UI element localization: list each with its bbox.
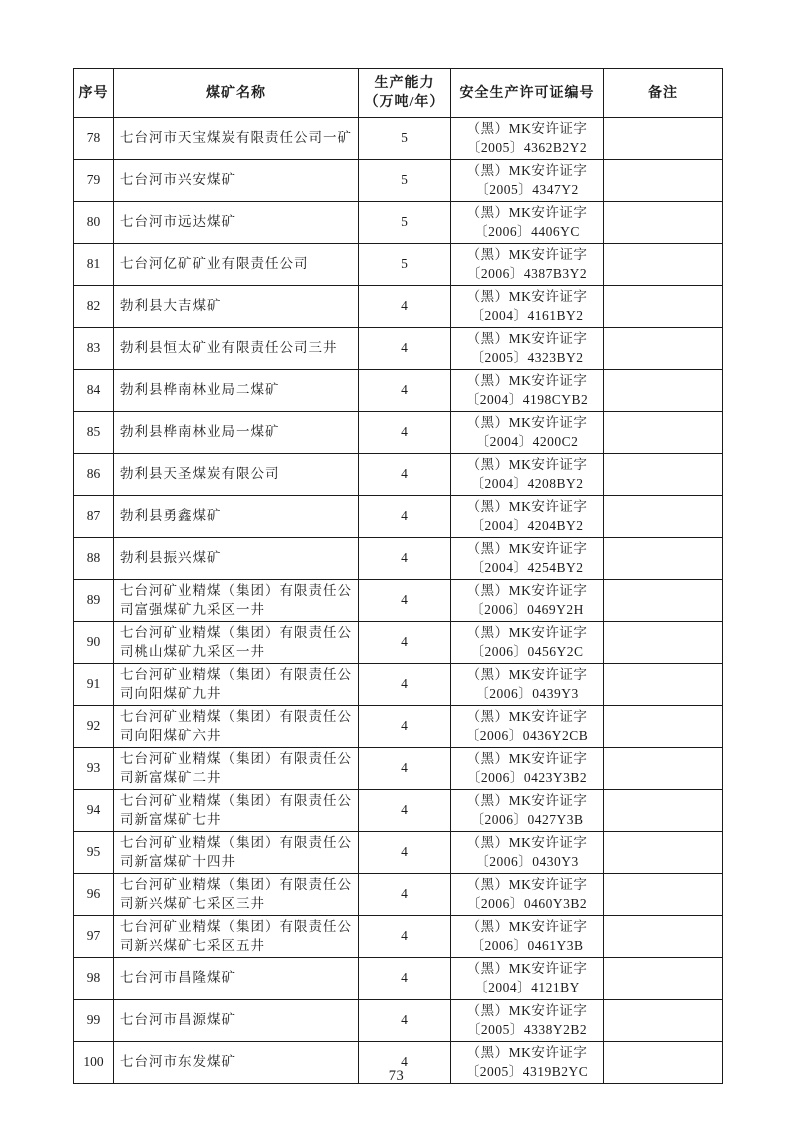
capacity-cell: 4 [359,454,451,496]
table-row [74,916,723,958]
capacity-cell: 5 [359,160,451,202]
license-cell: （黑）MK安许证字〔2006〕0427Y3B [451,790,604,832]
row-index-cell: 82 [74,286,114,328]
table-row [74,580,723,622]
capacity-cell: 4 [359,622,451,664]
table-header-row [74,69,723,118]
row-index-cell: 99 [74,1000,114,1042]
remark-cell [604,328,723,370]
mine-name-cell: 七台河矿业精煤（集团）有限责任公司桃山煤矿九采区一井 [114,622,359,664]
license-cell: （黑）MK安许证字〔2006〕0469Y2H [451,580,604,622]
table-row [74,160,723,202]
table-row [74,202,723,244]
remark-cell [604,454,723,496]
row-index-cell: 93 [74,748,114,790]
remark-cell [604,958,723,1000]
row-index-cell: 96 [74,874,114,916]
license-cell: （黑）MK安许证字〔2006〕0436Y2CB [451,706,604,748]
capacity-cell: 4 [359,370,451,412]
row-index-cell: 89 [74,580,114,622]
remark-cell [604,580,723,622]
row-index-cell: 87 [74,496,114,538]
mine-name-cell: 勃利县振兴煤矿 [114,538,359,580]
capacity-cell: 4 [359,328,451,370]
license-cell: （黑）MK安许证字〔2006〕0461Y3B [451,916,604,958]
license-cell: （黑）MK安许证字〔2004〕4254BY2 [451,538,604,580]
mine-name-cell: 七台河矿业精煤（集团）有限责任公司新兴煤矿七采区三井 [114,874,359,916]
table-body [74,118,723,1084]
mine-name-cell: 七台河矿业精煤（集团）有限责任公司新富煤矿七井 [114,790,359,832]
license-cell: （黑）MK安许证字〔2004〕4161BY2 [451,286,604,328]
remark-cell [604,706,723,748]
row-index-cell: 83 [74,328,114,370]
capacity-cell: 4 [359,874,451,916]
license-cell: （黑）MK安许证字〔2006〕0456Y2C [451,622,604,664]
remark-cell [604,790,723,832]
row-index-cell: 90 [74,622,114,664]
row-index-cell: 100 [74,1042,114,1084]
license-cell: （黑）MK安许证字〔2006〕4387B3Y2 [451,244,604,286]
row-index-cell: 79 [74,160,114,202]
remark-cell [604,874,723,916]
header-index: 序号 [74,69,114,118]
capacity-cell: 5 [359,244,451,286]
license-cell: （黑）MK安许证字〔2005〕4319B2YC [451,1042,604,1084]
capacity-cell: 4 [359,538,451,580]
table-row [74,454,723,496]
mine-name-cell: 七台河矿业精煤（集团）有限责任公司向阳煤矿六井 [114,706,359,748]
row-index-cell: 91 [74,664,114,706]
mine-name-cell: 七台河市远达煤矿 [114,202,359,244]
table-row [74,1000,723,1042]
table-row [74,748,723,790]
remark-cell [604,832,723,874]
row-index-cell: 97 [74,916,114,958]
remark-cell [604,538,723,580]
row-index-cell: 94 [74,790,114,832]
remark-cell [604,160,723,202]
row-index-cell: 81 [74,244,114,286]
table-row [74,370,723,412]
capacity-cell: 4 [359,958,451,1000]
license-cell: （黑）MK安许证字〔2006〕0460Y3B2 [451,874,604,916]
license-cell: （黑）MK安许证字〔2006〕4406YC [451,202,604,244]
license-cell: （黑）MK安许证字〔2005〕4362B2Y2 [451,118,604,160]
header-license: 安全生产许可证编号 [451,69,604,118]
license-cell: （黑）MK安许证字〔2004〕4200C2 [451,412,604,454]
coal-mine-table [73,68,723,1084]
row-index-cell: 80 [74,202,114,244]
remark-cell [604,748,723,790]
remark-cell [604,916,723,958]
table-row [74,706,723,748]
mine-name-cell: 勃利县桦南林业局一煤矿 [114,412,359,454]
row-index-cell: 98 [74,958,114,1000]
header-mine-name: 煤矿名称 [114,69,359,118]
mine-name-cell: 七台河矿业精煤（集团）有限责任公司富强煤矿九采区一井 [114,580,359,622]
row-index-cell: 95 [74,832,114,874]
remark-cell [604,286,723,328]
header-capacity [359,69,451,118]
mine-name-cell: 七台河市昌隆煤矿 [114,958,359,1000]
row-index-cell: 85 [74,412,114,454]
table-row [74,286,723,328]
header-capacity-label: 生产能力 [374,76,435,91]
capacity-cell: 4 [359,664,451,706]
remark-cell [604,496,723,538]
capacity-cell: 4 [359,748,451,790]
mine-name-cell: 七台河矿业精煤（集团）有限责任公司新兴煤矿七采区五井 [114,916,359,958]
mine-name-cell: 勃利县恒太矿业有限责任公司三井 [114,328,359,370]
row-index-cell: 86 [74,454,114,496]
capacity-cell: 4 [359,916,451,958]
capacity-cell: 4 [359,580,451,622]
row-index-cell: 84 [74,370,114,412]
header-capacity-unit: （万吨/年） [364,95,445,110]
capacity-cell: 4 [359,1000,451,1042]
mine-name-cell: 七台河矿业精煤（集团）有限责任公司新富煤矿二井 [114,748,359,790]
license-cell: （黑）MK安许证字〔2004〕4204BY2 [451,496,604,538]
capacity-cell: 4 [359,790,451,832]
capacity-cell: 5 [359,118,451,160]
remark-cell [604,244,723,286]
table-row [74,244,723,286]
capacity-cell: 5 [359,202,451,244]
row-index-cell: 78 [74,118,114,160]
license-cell: （黑）MK安许证字〔2005〕4338Y2B2 [451,1000,604,1042]
table-row [74,118,723,160]
mine-name-cell: 七台河市东发煤矿 [114,1042,359,1084]
capacity-cell: 4 [359,286,451,328]
remark-cell [604,622,723,664]
table-row [74,496,723,538]
remark-cell [604,412,723,454]
license-cell: （黑）MK安许证字〔2004〕4121BY [451,958,604,1000]
capacity-cell: 4 [359,496,451,538]
row-index-cell: 88 [74,538,114,580]
mine-name-cell: 勃利县大吉煤矿 [114,286,359,328]
license-cell: （黑）MK安许证字〔2006〕0430Y3 [451,832,604,874]
table-row [74,328,723,370]
page-number: 73 [388,1068,405,1084]
mine-name-cell: 七台河市昌源煤矿 [114,1000,359,1042]
mine-name-cell: 七台河市兴安煤矿 [114,160,359,202]
mine-name-cell: 七台河矿业精煤（集团）有限责任公司新富煤矿十四井 [114,832,359,874]
remark-cell [604,370,723,412]
capacity-cell: 4 [359,706,451,748]
capacity-cell: 4 [359,832,451,874]
table-row [74,790,723,832]
table-row [74,832,723,874]
table-row [74,874,723,916]
license-cell: （黑）MK安许证字〔2006〕0439Y3 [451,664,604,706]
remark-cell [604,1000,723,1042]
license-cell: （黑）MK安许证字〔2004〕4208BY2 [451,454,604,496]
capacity-cell: 4 [359,412,451,454]
license-cell: （黑）MK安许证字〔2005〕4323BY2 [451,328,604,370]
table-row [74,664,723,706]
table-row [74,622,723,664]
license-cell: （黑）MK安许证字〔2006〕0423Y3B2 [451,748,604,790]
mine-name-cell: 七台河市天宝煤炭有限责任公司一矿 [114,118,359,160]
mine-name-cell: 勃利县桦南林业局二煤矿 [114,370,359,412]
capacity-cell: 4 [359,1042,451,1084]
mine-name-cell: 勃利县勇鑫煤矿 [114,496,359,538]
row-index-cell: 92 [74,706,114,748]
license-cell: （黑）MK安许证字〔2004〕4198CYB2 [451,370,604,412]
mine-name-cell: 七台河亿矿矿业有限责任公司 [114,244,359,286]
remark-cell [604,118,723,160]
header-remark: 备注 [604,69,723,118]
table-row [74,412,723,454]
table-row [74,538,723,580]
license-cell: （黑）MK安许证字〔2005〕4347Y2 [451,160,604,202]
mine-name-cell: 七台河矿业精煤（集团）有限责任公司向阳煤矿九井 [114,664,359,706]
remark-cell [604,664,723,706]
table-row [74,958,723,1000]
remark-cell [604,202,723,244]
mine-name-cell: 勃利县天圣煤炭有限公司 [114,454,359,496]
